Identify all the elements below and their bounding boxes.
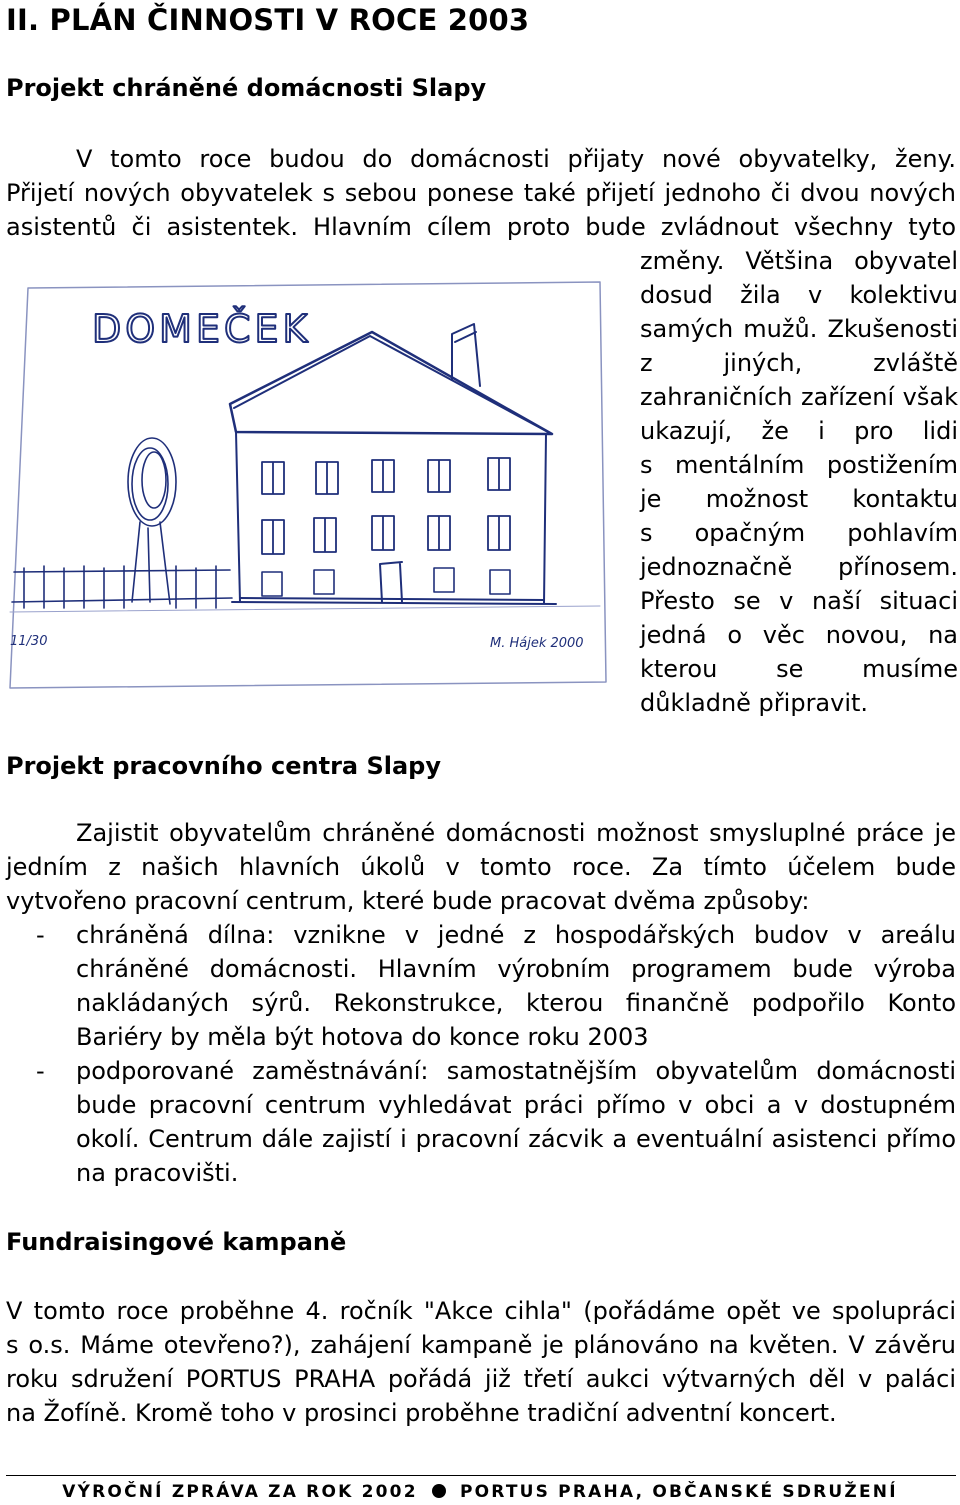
text-line: jedná o věc novou, na (640, 621, 958, 649)
work-center-list (6, 918, 956, 1190)
list-dash: - (36, 1057, 45, 1085)
text-line: Přijetí nových obyvatelek s sebou ponese také přijetí jednoho či dvou nových (6, 179, 956, 207)
page-heading: II. PLÁN ČINNOSTI V ROCE 2003 (6, 3, 530, 37)
paragraph-fundraising (6, 1294, 956, 1430)
text-line: samých mužů. Zkušenosti (640, 315, 958, 343)
text-line: jednoznačně přínosem. (640, 553, 958, 581)
section-title-work-center: Projekt pracovního centra Slapy (6, 752, 441, 780)
text-line: jedním z našich hlavních úkolů v tomto roce. Za tímto účelem bude (6, 853, 956, 881)
text-line: z jiných, zvláště (640, 349, 958, 377)
list-dash: - (36, 921, 45, 949)
footer-left: VÝROČNÍ ZPRÁVA ZA ROK 2002 (62, 1482, 418, 1502)
text-line: dosud žila v kolektivu (640, 281, 958, 309)
footer-right: PORTUS PRAHA, OBČANSKÉ SDRUŽENÍ (459, 1482, 898, 1502)
text-line: chráněné domácnosti. Hlavním výrobním programem bude výroba (76, 955, 956, 983)
text-line: na pracovišti. (76, 1159, 239, 1187)
text-line: Zajistit obyvatelům chráněné domácnosti možnost smysluplné práce je (76, 819, 956, 847)
text-line: podporované zaměstnávání: samostatnějším obyvatelům domácnosti (76, 1057, 956, 1085)
text-line: Přesto se v naší situaci (640, 587, 958, 615)
text-line: s mentálním postižením (640, 451, 958, 479)
text-line: nakládaných sýrů. Rekonstrukce, kterou finančně podpořilo Konto (76, 989, 956, 1017)
text-line: asistentů či asistentek. Hlavním cílem proto bude zvládnout všechny tyto (6, 213, 956, 241)
text-line: vytvořeno pracovní centrum, které bude pracovat dvěma způsoby: (6, 887, 810, 915)
text-line: zahraničních zařízení však (640, 383, 958, 411)
section-title-fundraising: Fundraisingové kampaně (6, 1228, 347, 1256)
section-title-household: Projekt chráněné domácnosti Slapy (6, 74, 487, 102)
page-footer (0, 1482, 960, 1502)
text-line: okolí. Centrum dále zajistí i pracovní zácvik a eventuální asistenci přímo (76, 1125, 956, 1153)
text-line: kterou se musíme (640, 655, 958, 683)
paragraph-household-side (640, 244, 958, 720)
text-line: V tomto roce proběhne 4. ročník "Akce cihla" (pořádáme opět ve spolupráci (6, 1297, 956, 1325)
footer-divider (6, 1475, 956, 1476)
drawing-edition: 11/30 (10, 634, 48, 649)
list-item (6, 918, 956, 1054)
text-line: Bariéry by měla být hotova do konce roku 2003 (76, 1023, 649, 1051)
text-line: důkladně připravit. (640, 689, 869, 717)
bullet-dot-icon (432, 1484, 446, 1498)
paragraph-household (6, 142, 956, 244)
text-line: V tomto roce budou do domácnosti přijaty nové obyvatelky, ženy. (76, 145, 956, 173)
list-item (6, 1054, 956, 1190)
text-line: ukazují, že i pro lidi (640, 417, 958, 445)
svg-text:DOMEČEK: DOMEČEK (92, 307, 312, 351)
text-line: s o.s. Máme otevřeno?), zahájení kampaně je plánováno na květen. V závěru (6, 1331, 956, 1359)
drawing-signature: M. Hájek 2000 (490, 636, 584, 651)
text-line: s opačným pohlavím (640, 519, 958, 547)
drawing-caption (92, 307, 311, 351)
text-line: roku sdružení PORTUS PRAHA pořádá již třetí aukci výtvarných děl v paláci (6, 1365, 956, 1393)
text-line: změny. Většina obyvatel (640, 247, 958, 275)
paragraph-work-center (6, 816, 956, 918)
text-line: chráněná dílna: vznikne v jedné z hospodářských budov v areálu (76, 921, 956, 949)
text-line: bude pracovní centrum vyhledávat práci přímo v obci a v dostupném (76, 1091, 956, 1119)
house-drawing (0, 272, 630, 692)
text-line: je možnost kontaktu (640, 485, 958, 513)
text-line: na Žofíně. Kromě toho v prosinci proběhne tradiční adventní koncert. (6, 1399, 837, 1427)
